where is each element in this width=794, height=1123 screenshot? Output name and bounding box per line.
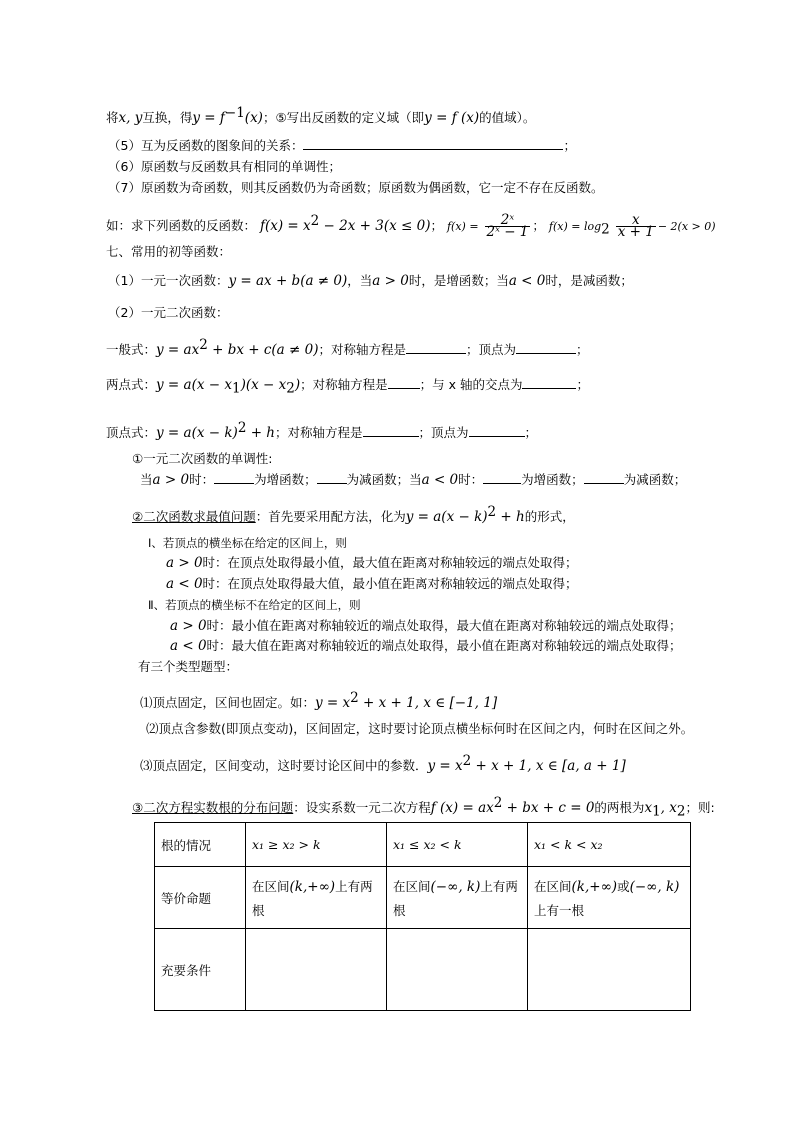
answer-cell[interactable]: [387, 929, 528, 1011]
general-form: 一般式：$y = ax^2$ + bx + c(a ≠ 0)；对称轴方程是 ；顶点为 ；: [106, 337, 589, 359]
table-cell: 在区间(−∞, k)上有两 根: [387, 867, 528, 929]
answer-blank[interactable]: [303, 138, 563, 150]
example-line: 如：求下列函数的反函数： $f(x) = x^2 - 2x + 3(x \le 0)$； f(x) = $\frac{\text{2ˣ}}{\text{2ˣ − 1}}$ ； $f(x) = \log_2$ $\frac{x}{x + 1}$ − 2(x > 0): [106, 212, 716, 241]
answer-blank[interactable]: [388, 377, 420, 389]
quadratic-title: （2）一元二次函数：: [108, 305, 229, 320]
linear-function: （1）一元一次函数：y = ax + b(a ≠ 0)，当a > 0时，是增函数；当a < 0时，是减函数；: [108, 273, 633, 289]
row-label: 根的情况: [155, 823, 246, 867]
answer-blank[interactable]: [363, 425, 419, 437]
table-cell: x₁ < k < x₂: [528, 823, 691, 867]
type-2: ⑵顶点含参数(即顶点变动)，区间固定，这时要讨论顶点横坐标何时在区间之内，何时在区间之外。: [146, 721, 694, 736]
item-6: （6）原函数与反函数具有相同的单调性；: [108, 159, 341, 174]
answer-blank[interactable]: [406, 342, 466, 354]
roots-table: [154, 822, 691, 1011]
vertex-form: 顶点式：$y = a(x - k)^2 + h$；对称轴方程是 ；顶点为 ；: [106, 420, 538, 442]
case-1-a: a > 0时：在顶点处取得最小值，最大值在距离对称轴较远的端点处取得；: [166, 555, 578, 571]
two-point-form: 两点式：$y = a(x - x_1)(x - x_2)$；对称轴方程是 ；与 x 轴的交点为 ；: [106, 377, 589, 397]
table-cell: x₁ ≥ x₂ > k: [246, 823, 387, 867]
monotonicity-title: ①一元二次函数的单调性:: [132, 451, 273, 466]
case-2-b: a < 0时：最大值在距离对称轴较近的端点处取得，最小值在距离对称轴较远的端点处取得；: [170, 638, 682, 654]
text-swap-line: 将x, y互换，得$y = f^{-1}(x)$；⑤写出反函数的定义域（即y = f (x)的值域）。: [106, 105, 536, 127]
answer-blank[interactable]: [522, 377, 576, 389]
table-row: [155, 867, 691, 929]
table-row: [155, 929, 691, 1011]
table-cell: 在区间(k,+∞)或(−∞, k) 上有一根: [528, 867, 691, 929]
type-3: ⑶顶点固定，区间变动，这时要讨论区间中的参数．$y = x^2 + x + 1$, x ∈ [a, a + 1]: [140, 753, 626, 775]
extreme-value-line: ②二次函数求最值问题：首先要采用配方法，化为$y = a(x - k)^2 + h$的形式，: [132, 504, 575, 526]
answer-blank[interactable]: [469, 425, 525, 437]
type-1: ⑴顶点固定，区间也固定。如：$y = x^2 + x + 1$, x ∈ [−1, 1]: [140, 690, 498, 712]
row-label: 等价命题: [155, 867, 246, 929]
answer-blank[interactable]: [584, 472, 624, 484]
answer-cell[interactable]: [246, 929, 387, 1011]
three-types-title: 有三个类型题型：: [138, 659, 239, 674]
case-1-title: Ⅰ、若顶点的横坐标在给定的区间上，则: [148, 536, 347, 550]
answer-blank[interactable]: [214, 472, 254, 484]
case-2-title: Ⅱ、若顶点的横坐标不在给定的区间上，则: [148, 598, 361, 612]
case-1-b: a < 0时：在顶点处取得最大值，最小值在距离对称轴较远的端点处取得；: [166, 576, 578, 592]
answer-cell[interactable]: [528, 929, 691, 1011]
answer-blank[interactable]: [317, 472, 347, 484]
monotonicity-line: 当a > 0时： 为增函数； 为减函数；当a < 0时： 为增函数； 为减函数；: [140, 472, 687, 488]
case-2-a: a > 0时：最小值在距离对称轴较近的端点处取得，最大值在距离对称轴较远的端点处取得；: [170, 618, 682, 634]
table-row: [155, 823, 691, 867]
roots-distribution-line: ③二次方程实数根的分布问题：设实系数一元二次方程f $(x) = ax^2$ + bx + c = 0的两根为$x_1$, $x_2$；则:: [132, 795, 715, 820]
section-7-title: 七、常用的初等函数：: [106, 244, 232, 259]
answer-blank[interactable]: [483, 472, 521, 484]
item-7: （7）原函数为奇函数，则其反函数仍为奇函数；原函数为偶函数，它一定不存在反函数。: [108, 180, 604, 195]
item-5: （5）互为反函数的图象间的关系： ；: [108, 138, 576, 153]
answer-blank[interactable]: [516, 342, 576, 354]
table-cell: x₁ ≤ x₂ < k: [387, 823, 528, 867]
table-cell: 在区间(k,+∞)上有两 根: [246, 867, 387, 929]
row-label: 充要条件: [155, 929, 246, 1011]
